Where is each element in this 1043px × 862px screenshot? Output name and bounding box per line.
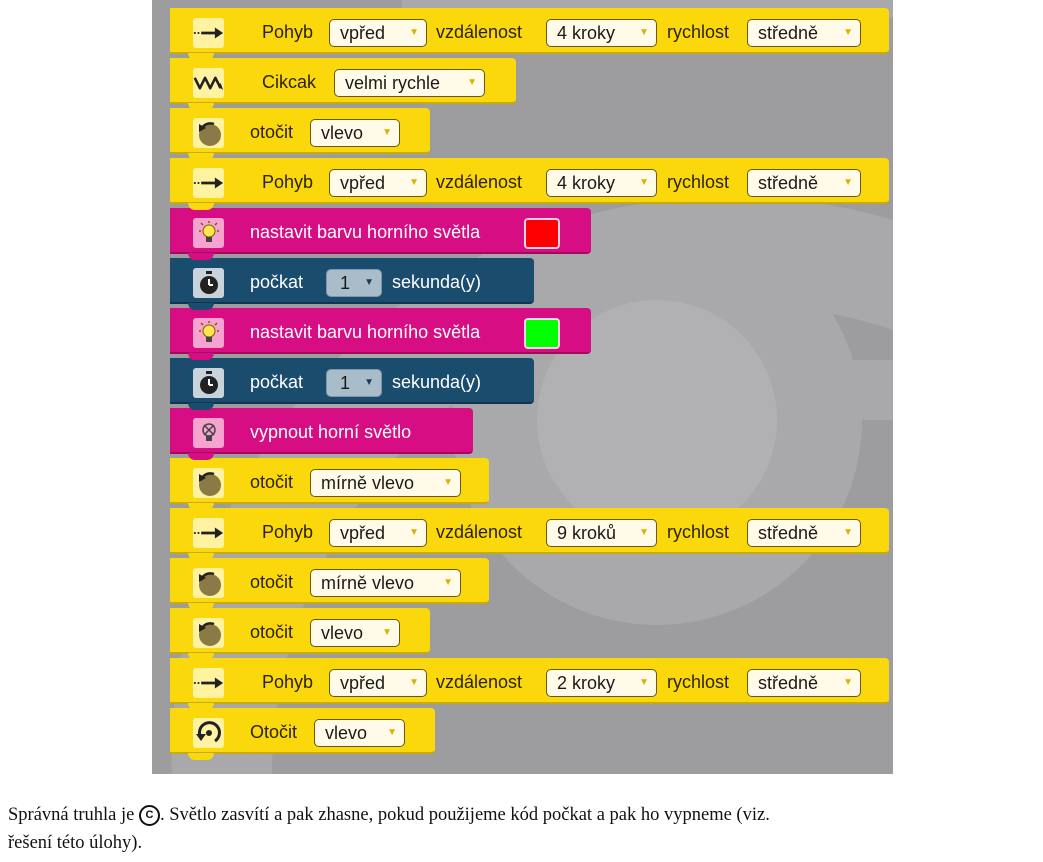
speed-label: rychlost bbox=[667, 22, 730, 42]
distance-dropdown[interactable] bbox=[546, 169, 657, 197]
chevron-down-icon: ▼ bbox=[409, 27, 419, 38]
direction-dropdown-value: vpřed bbox=[340, 23, 386, 43]
speed-dropdown-value: středně bbox=[758, 23, 819, 43]
speed-dropdown[interactable] bbox=[747, 19, 861, 47]
wait-label: počkat bbox=[250, 272, 304, 292]
block-connector bbox=[188, 253, 214, 260]
spin-dropdown[interactable] bbox=[314, 719, 405, 747]
block-move[interactable] bbox=[170, 658, 889, 704]
block-light[interactable] bbox=[170, 208, 591, 254]
turn-dropdown[interactable] bbox=[310, 119, 400, 147]
chevron-down-icon: ▼ bbox=[467, 77, 477, 88]
chevron-down-icon: ▼ bbox=[639, 677, 649, 688]
block-light-off[interactable] bbox=[170, 408, 473, 454]
wait-label: počkat bbox=[250, 372, 304, 392]
stopwatch-icon bbox=[193, 368, 224, 398]
direction-dropdown-value: vpřed bbox=[340, 523, 386, 543]
block-connector bbox=[188, 353, 214, 360]
block-connector bbox=[188, 53, 214, 60]
seconds-unit-label: sekunda(y) bbox=[392, 372, 482, 392]
spin-dropdown-value: vlevo bbox=[325, 723, 368, 743]
speed-label: rychlost bbox=[667, 172, 730, 192]
light-bulb-icon bbox=[193, 318, 224, 348]
distance-label: vzdálenost bbox=[436, 672, 523, 692]
turn-dropdown[interactable] bbox=[310, 569, 461, 597]
caption-text-line2: řešení této úlohy). bbox=[8, 833, 143, 853]
block-spin[interactable] bbox=[170, 708, 435, 754]
chevron-down-icon: ▼ bbox=[387, 727, 397, 738]
block-move[interactable] bbox=[170, 158, 889, 204]
chevron-down-icon: ▼ bbox=[843, 677, 853, 688]
rotate-icon bbox=[193, 568, 224, 598]
distance-dropdown-value: 4 kroky bbox=[557, 23, 616, 43]
distance-label: vzdálenost bbox=[436, 172, 523, 192]
block-turn[interactable] bbox=[170, 108, 430, 154]
chevron-down-icon: ▼ bbox=[409, 677, 419, 688]
spin-label: Otočit bbox=[250, 722, 298, 742]
block-connector bbox=[188, 453, 214, 460]
block-move[interactable] bbox=[170, 8, 889, 54]
seconds-dropdown-value: 1 bbox=[340, 273, 351, 293]
chevron-down-icon: ▼ bbox=[639, 27, 649, 38]
direction-dropdown-value: vpřed bbox=[340, 673, 386, 693]
move-label: Pohyb bbox=[262, 172, 314, 192]
speed-dropdown-value: středně bbox=[758, 523, 819, 543]
turn-label: otočit bbox=[250, 572, 294, 592]
block-connector bbox=[188, 503, 214, 510]
block-connector bbox=[188, 403, 214, 410]
block-move[interactable] bbox=[170, 508, 889, 554]
block-wait[interactable] bbox=[170, 258, 534, 304]
turn-dropdown[interactable] bbox=[310, 469, 461, 497]
turn-dropdown[interactable] bbox=[310, 619, 400, 647]
block-turn[interactable] bbox=[170, 458, 489, 504]
arrow-right-icon bbox=[193, 518, 224, 548]
chevron-down-icon: ▼ bbox=[843, 177, 853, 188]
distance-label: vzdálenost bbox=[436, 522, 523, 542]
block-wait[interactable] bbox=[170, 358, 534, 404]
chevron-down-icon: ▼ bbox=[409, 177, 419, 188]
caption-text-after: . Světlo zasvítí a pak zhasne, pokud použijeme kód počkat a pak ho vypneme (viz. bbox=[160, 805, 770, 825]
direction-dropdown[interactable] bbox=[329, 169, 427, 197]
stopwatch-icon bbox=[193, 268, 224, 298]
chevron-down-icon: ▼ bbox=[843, 27, 853, 38]
chevron-down-icon: ▼ bbox=[382, 127, 392, 138]
chevron-down-icon: ▼ bbox=[443, 477, 453, 488]
chevron-down-icon: ▼ bbox=[364, 277, 374, 288]
rotate-icon bbox=[193, 468, 224, 498]
block-connector bbox=[188, 303, 214, 310]
seconds-dropdown[interactable] bbox=[326, 369, 382, 397]
turn-dropdown-value: vlevo bbox=[321, 623, 364, 643]
move-label: Pohyb bbox=[262, 22, 314, 42]
chevron-down-icon: ▼ bbox=[364, 377, 374, 388]
speed-dropdown[interactable] bbox=[747, 669, 861, 697]
caption-text-before: Správná truhla je bbox=[8, 805, 139, 825]
distance-dropdown[interactable] bbox=[546, 19, 657, 47]
direction-dropdown[interactable] bbox=[329, 19, 427, 47]
rotate-icon bbox=[193, 118, 224, 148]
turn-label: otočit bbox=[250, 622, 294, 642]
speed-dropdown[interactable] bbox=[747, 519, 861, 547]
chevron-down-icon: ▼ bbox=[443, 577, 453, 588]
speed-dropdown-value: středně bbox=[758, 673, 819, 693]
block-connector bbox=[188, 653, 214, 660]
seconds-dropdown-value: 1 bbox=[340, 373, 351, 393]
turn-label: otočit bbox=[250, 122, 294, 142]
block-connector bbox=[188, 153, 214, 160]
distance-dropdown-value: 2 kroky bbox=[557, 673, 616, 693]
block-turn[interactable] bbox=[170, 558, 489, 604]
speed-label: rychlost bbox=[667, 672, 730, 692]
move-label: Pohyb bbox=[262, 522, 314, 542]
seconds-unit-label: sekunda(y) bbox=[392, 272, 482, 292]
zigzag-speed-dropdown[interactable] bbox=[334, 69, 485, 97]
block-connector bbox=[188, 703, 214, 710]
block-turn[interactable] bbox=[170, 608, 430, 654]
caption-line-2 bbox=[8, 833, 142, 854]
chevron-down-icon: ▼ bbox=[639, 177, 649, 188]
arrow-right-icon bbox=[193, 168, 224, 198]
turn-label: otočit bbox=[250, 472, 294, 492]
turn-dropdown-value: vlevo bbox=[321, 123, 364, 143]
light-off-label: vypnout horní světlo bbox=[250, 422, 412, 442]
direction-dropdown[interactable] bbox=[329, 669, 427, 697]
distance-label: vzdálenost bbox=[436, 22, 523, 42]
light-color-picker[interactable] bbox=[524, 318, 560, 349]
zigzag-icon bbox=[193, 68, 224, 98]
distance-dropdown-value: 4 kroky bbox=[557, 173, 616, 193]
chevron-down-icon: ▼ bbox=[843, 527, 853, 538]
spin-icon bbox=[193, 718, 224, 748]
arrow-right-icon bbox=[193, 668, 224, 698]
distance-dropdown[interactable] bbox=[546, 669, 657, 697]
distance-dropdown[interactable] bbox=[546, 519, 657, 547]
caption-line-1 bbox=[8, 805, 770, 826]
light-color-picker[interactable] bbox=[524, 218, 560, 249]
arrow-right-icon bbox=[193, 18, 224, 48]
block-connector bbox=[188, 103, 214, 110]
block-connector bbox=[188, 203, 214, 210]
turn-dropdown-value: mírně vlevo bbox=[321, 473, 415, 493]
seconds-dropdown[interactable] bbox=[326, 269, 382, 297]
speed-dropdown-value: středně bbox=[758, 173, 819, 193]
rotate-icon bbox=[193, 618, 224, 648]
block-light[interactable] bbox=[170, 308, 591, 354]
block-connector bbox=[188, 553, 214, 560]
block-connector bbox=[188, 753, 214, 760]
light-bulb-icon bbox=[193, 218, 224, 248]
distance-dropdown-value: 9 kroků bbox=[557, 523, 617, 543]
block-connector bbox=[188, 603, 214, 610]
move-label: Pohyb bbox=[262, 672, 314, 692]
chevron-down-icon: ▼ bbox=[409, 527, 419, 538]
speed-label: rychlost bbox=[667, 522, 730, 542]
turn-dropdown-value: mírně vlevo bbox=[321, 573, 415, 593]
zigzag-speed-dropdown-value: velmi rychle bbox=[345, 73, 441, 93]
code-workspace bbox=[152, 0, 893, 774]
chevron-down-icon: ▼ bbox=[639, 527, 649, 538]
set-light-label: nastavit barvu horního světla bbox=[250, 322, 481, 342]
set-light-label: nastavit barvu horního světla bbox=[250, 222, 481, 242]
light-off-icon bbox=[193, 418, 224, 448]
direction-dropdown[interactable] bbox=[329, 519, 427, 547]
answer-choice-badge: C bbox=[139, 805, 160, 826]
speed-dropdown[interactable] bbox=[747, 169, 861, 197]
block-zigzag[interactable] bbox=[170, 58, 516, 104]
zigzag-label: Cikcak bbox=[262, 72, 317, 92]
direction-dropdown-value: vpřed bbox=[340, 173, 386, 193]
chevron-down-icon: ▼ bbox=[382, 627, 392, 638]
